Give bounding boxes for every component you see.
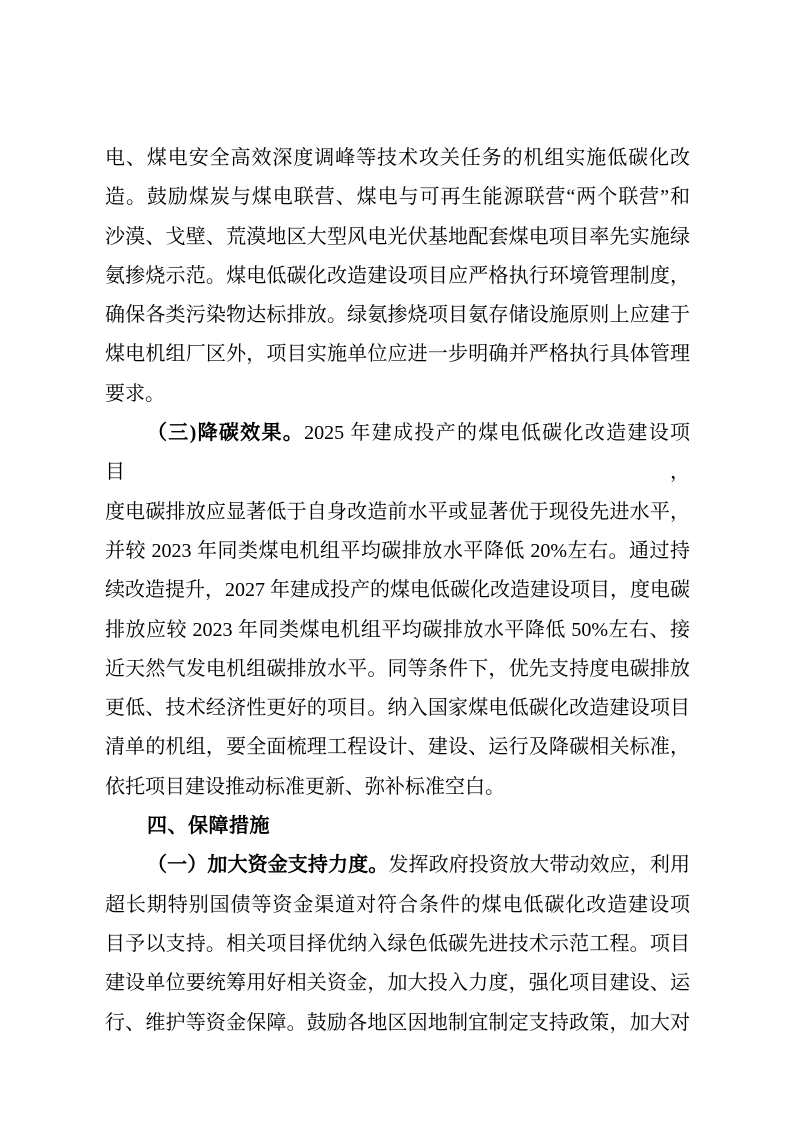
text-segment: 超长期特别国债等资金渠道对符合条件的煤电低碳化改造建设项 xyxy=(105,893,690,916)
text-segment: 行、维护等资金保障。鼓励各地区因地制宜制定支持政策，加大对 xyxy=(105,1011,690,1034)
text-segment: 氨掺烧示范。煤电低碳化改造建设项目应严格执行环境管理制度， xyxy=(105,264,690,287)
text-segment: 2025 年建成投产的煤电低碳化改造建设项目， xyxy=(105,422,690,484)
text-segment: 排放应较 2023 年同类煤电机组平均碳排放水平降低 50%左右、接 xyxy=(105,618,690,641)
text-line xyxy=(105,257,690,296)
text-line xyxy=(105,335,690,374)
text-segment: 发挥政府投资放大带动效应，利用 xyxy=(388,854,691,877)
section-heading xyxy=(105,807,690,846)
text-line xyxy=(105,414,690,493)
text-segment: 度电碳排放应显著低于自身改造前水平或显著优于现役先进水平， xyxy=(105,500,690,523)
text-segment: 近天然气发电机组碳排放水平。同等条件下，优先支持度电碳排放 xyxy=(105,657,690,680)
text-line xyxy=(105,571,690,610)
text-line xyxy=(105,532,690,571)
text-line xyxy=(105,178,690,217)
text-line xyxy=(105,650,690,689)
text-line xyxy=(105,218,690,257)
text-line xyxy=(105,925,690,964)
text-segment: 电、煤电安全高效深度调峰等技术攻关任务的机组实施低碳化改 xyxy=(105,147,690,169)
text-line xyxy=(105,296,690,335)
text-segment: 清单的机组，要全面梳理工程设计、建设、运行及降碳相关标准， xyxy=(105,736,690,759)
text-segment: 煤电机组厂区外，项目实施单位应进一步明确并严格执行具体管理 xyxy=(105,343,690,366)
heading-text: 四、保障措施 xyxy=(147,815,270,838)
paragraph-lead: （三)降碳效果。 xyxy=(147,422,305,445)
text-line xyxy=(105,611,690,650)
text-segment: 并较 2023 年同类煤电机组平均碳排放水平降低 20%左右。通过持 xyxy=(105,539,690,562)
text-segment: 确保各类污染物达标排放。绿氨掺烧项目氨存储设施原则上应建于 xyxy=(105,304,690,327)
text-segment: 要求。 xyxy=(105,382,165,405)
text-line xyxy=(105,964,690,1003)
text-line xyxy=(105,886,690,925)
text-segment: 更低、技术经济性更好的项目。纳入国家煤电低碳化改造建设项目 xyxy=(105,697,690,720)
text-segment: 依托项目建设推动标准更新、弥补标准空白。 xyxy=(105,775,505,798)
text-segment: 目予以支持。相关项目择优纳入绿色低碳先进技术示范工程。项目 xyxy=(105,932,690,955)
text-line xyxy=(105,1004,690,1043)
document-text xyxy=(105,139,690,1043)
text-line xyxy=(105,493,690,532)
text-line xyxy=(105,689,690,728)
text-line xyxy=(105,768,690,807)
text-segment: 造。鼓励煤炭与煤电联营、煤电与可再生能源联营“两个联营”和 xyxy=(105,186,690,209)
paragraph-lead: （一）加大资金支持力度。 xyxy=(147,854,389,877)
text-line xyxy=(105,139,690,178)
text-line xyxy=(105,375,690,414)
text-segment: 建设单位要统筹用好相关资金，加大投入力度，强化项目建设、运 xyxy=(105,972,690,995)
text-line xyxy=(105,846,690,885)
text-segment: 续改造提升，2027 年建成投产的煤电低碳化改造建设项目，度电碳 xyxy=(105,579,690,602)
text-line xyxy=(105,728,690,767)
text-segment: 沙漠、戈壁、荒漠地区大型风电光伏基地配套煤电项目率先实施绿 xyxy=(105,225,690,248)
